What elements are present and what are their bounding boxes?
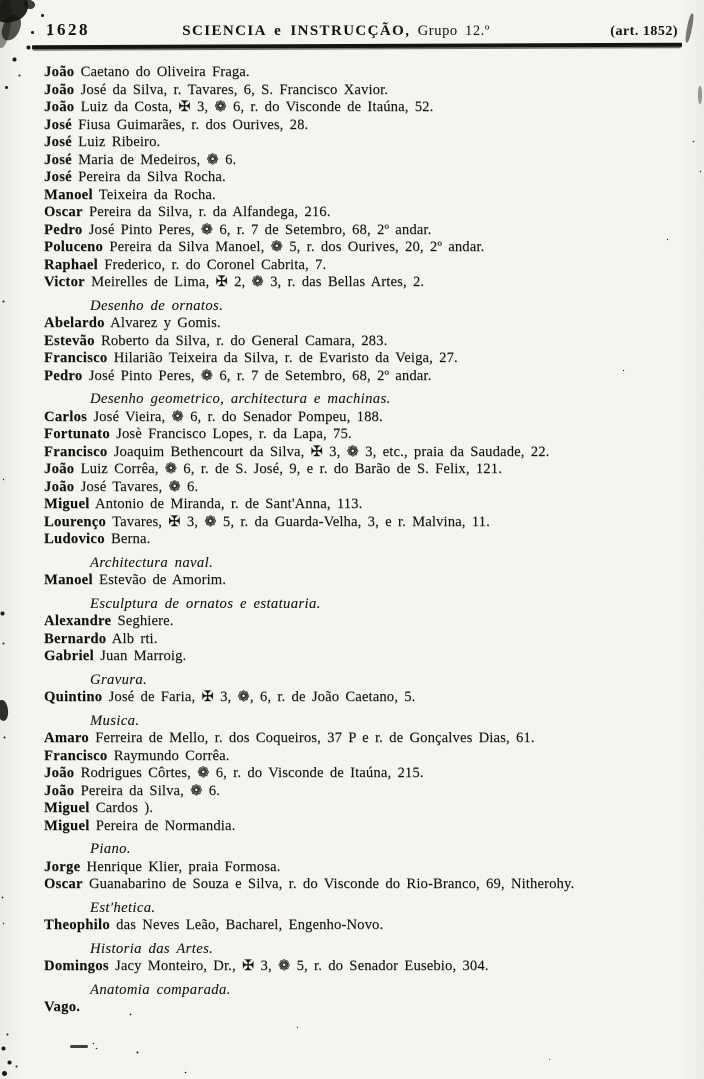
entry-line: Miguel Cardos ). [44,800,154,816]
entry-given-name: Poluceno [44,239,104,255]
entry-given-name: Vago. [44,999,81,1015]
article-reference: (art. 1852) [610,24,678,39]
entry-line: Estevão Roberto da Silva, r. do General Camara, 283. [44,332,388,349]
entry-given-name: Oscar [44,876,83,892]
entry-line: José Luiz Ribeiro. [44,134,161,150]
entry-given-name: João [44,99,75,115]
entry-line: José Maria de Medeiros, ❁ 6. [44,151,237,168]
directory-section [44,391,690,549]
entry-given-name: Francisco [44,747,108,764]
entry-given-name: Gabriel [44,648,94,664]
directory-body [44,64,690,1017]
entry-given-name: João [44,81,75,98]
entry-given-name: João [44,478,75,495]
entry-line: Jorge Henrique Klier, praia Formosa. [44,858,281,875]
entry-given-name: Pedro [44,367,83,384]
section-heading: Est'hetica. [90,899,156,916]
entry-given-name: Francisco [44,443,108,460]
entry-given-name: Amaro [44,730,90,746]
page-number: 1628 [46,20,90,39]
entry-line: Manoel Teixeira da Rocha. [44,186,216,203]
entry-given-name: Oscar [44,204,83,220]
entry-line: João Rodrigues Côrtes, ❁ 6, r. do Visconde de Itaúna, 215. [44,765,424,781]
entry-line: Amaro Ferreira de Mello, r. dos Coqueiros, 37 P e r. de Gonçalves Dias, 61. [44,730,535,746]
header-rule [32,43,682,49]
running-head [36,20,678,40]
directory-section [44,941,690,976]
section-heading: Historia das Artes. [90,940,214,957]
entry-given-name: Domingos [44,958,109,974]
entry-given-name: Bernardo [44,630,107,647]
page-title [182,23,490,40]
entry-given-name: Manoel [44,186,93,203]
directory-section [44,596,690,666]
entry-line: Fortunato Josè Francisco Lopes, r. da Lapa, 75. [44,426,352,442]
scan-speckles [0,0,3,3]
entry-given-name: João [44,461,75,477]
entry-line [44,999,690,1017]
directory-section [44,900,690,935]
entry-line: João José da Silva, r. Tavares, 6, S. Francisco Xavior. [44,81,389,98]
entry-line: Quintino José de Faria, ✠ 3, ❁, 6, r. de João Caetano, 5. [44,689,416,705]
entry-line: Poluceno Pereira da Silva Manoel, ❁ 5, r. dos Ourives, 20, 2º andar. [44,239,485,255]
scan-ink-smear [684,13,695,43]
entry-given-name: Francisco [44,350,108,366]
directory-section [44,64,690,292]
entry-given-name: Alexandre [44,613,112,629]
group-number-text: Grupo 12.º [417,23,491,39]
entry-line: Gabriel Juan Marroig. [44,648,187,664]
entry-given-name: José [44,151,72,168]
entry-line: Francisco Raymundo Corrêa. [44,747,230,764]
entry-given-name: Raphael [44,256,98,273]
entry-line: João Caetano do Oliveira Fraga. [44,64,250,80]
entry-line: Oscar Guanabarino de Souza e Silva, r. do Visconde do Rio-Branco, 69, Nitherohy. [44,876,575,892]
entry-line: Alexandre Seghiere. [44,613,174,629]
entry-line: Abelardo Alvarez y Gomis. [44,315,221,331]
scan-ink-blot [0,699,10,721]
entry-line: Manoel Estevão de Amorim. [44,572,227,588]
entry-given-name: João [44,765,75,781]
directory-section [44,298,690,386]
entry-line: João José Tavares, ❁ 6. [44,478,199,495]
directory-section [44,672,690,707]
entry-given-name: João [44,782,75,799]
entry-given-name: Quintino [44,689,103,705]
entry-given-name: Estevão [44,332,95,349]
entry-given-name: Pedro [44,221,83,238]
section-heading: Esculptura de ornatos e estatuaria. [90,595,321,612]
entry-line: Miguel Pereira de Normandia. [44,817,236,834]
directory-section [44,555,690,590]
entry-given-name: José [44,169,72,185]
entry-line: José Fiusa Guimarães, r. dos Ourives, 28. [44,116,309,133]
entry-given-name: Abelardo [44,315,105,331]
section-heading: Piano. [90,841,131,857]
section-heading: Desenho geometrico, architectura e machinas. [90,391,391,407]
entry-line: João Pereira da Silva, ❁ 6. [44,782,221,799]
entry-given-name: Miguel [44,800,90,816]
entry-line: Pedro José Pinto Peres, ❁ 6, r. 7 de Setembro, 68, 2º andar. [44,221,432,238]
entry-line: João Luiz da Costa, ✠ 3, ❁ 6, r. do Visconde de Itaúna, 52. [44,99,434,115]
section-heading: Architectura naval. [90,554,214,571]
directory-section [44,713,690,836]
section-heading: Musica. [90,712,140,729]
entry-given-name: José [44,134,72,150]
directory-section [44,982,690,1017]
entry-line: Victor Meirelles de Lima, ✠ 2, ❁ 3, r. das Bellas Artes, 2. [44,274,425,290]
entry-given-name: João [44,64,75,80]
entry-line: Oscar Pereira da Silva, r. da Alfandega, 216. [44,204,331,220]
entry-line: Francisco Joaquim Bethencourt da Silva, ✠ 3, ❁ 3, etc., praia da Saudade, 22. [44,443,550,460]
section-heading: Gravura. [90,671,148,688]
entry-line: Domingos Jacy Monteiro, Dr., ✠ 3, ❁ 5, r. do Senador Eusebio, 304. [44,958,489,974]
entry-line: Theophilo das Neves Leão, Bacharel, Engenho-Novo. [44,917,384,933]
entry-given-name: Ludovico [44,531,105,547]
entry-given-name: Manoel [44,572,93,588]
section-title-text: SCIENCIA e INSTRUCÇÃO, [182,23,411,39]
entry-given-name: Carlos [44,408,88,425]
entry-given-name: Jorge [44,858,81,875]
entry-line: Lourenço Tavares, ✠ 3, ❁ 5, r. da Guarda-Velha, 3, e r. Malvina, 11. [44,513,490,530]
scan-ink-smear [698,86,702,104]
entry-line: Pedro José Pinto Peres, ❁ 6, r. 7 de Setembro, 68, 2º andar. [44,367,432,384]
entry-given-name: Victor [44,274,85,290]
entry-given-name: José [44,116,72,133]
entry-given-name: Theophilo [44,917,110,933]
entry-line: Bernardo Alb rti. [44,630,158,647]
entry-line: Miguel Antonio de Miranda, r. de Sant'Anna, 113. [44,496,363,512]
entry-line: Carlos José Vieira, ❁ 6, r. do Senador Pompeu, 188. [44,408,383,425]
entry-given-name: Miguel [44,496,90,512]
entry-line: Raphael Frederico, r. do Coronel Cabrita, 7. [44,256,327,273]
scan-pencil-mark [70,1045,88,1048]
entry-given-name: Lourenço [44,513,107,530]
entry-line: José Pereira da Silva Rocha. [44,169,226,185]
section-heading: Desenho de ornatos. [90,297,224,314]
entry-line: Ludovico Berna. [44,531,151,547]
entry-line: Francisco Hilarião Teixeira da Silva, r. de Evaristo da Veiga, 27. [44,350,458,366]
entry-line: João Luiz Corrêa, ❁ 6, r. de S. José, 9, e r. do Barão de S. Felix, 121. [44,461,502,477]
section-heading: Anatomia comparada. [90,981,231,998]
entry-given-name: Fortunato [44,426,110,442]
directory-section [44,841,690,894]
entry-given-name: Miguel [44,817,90,834]
